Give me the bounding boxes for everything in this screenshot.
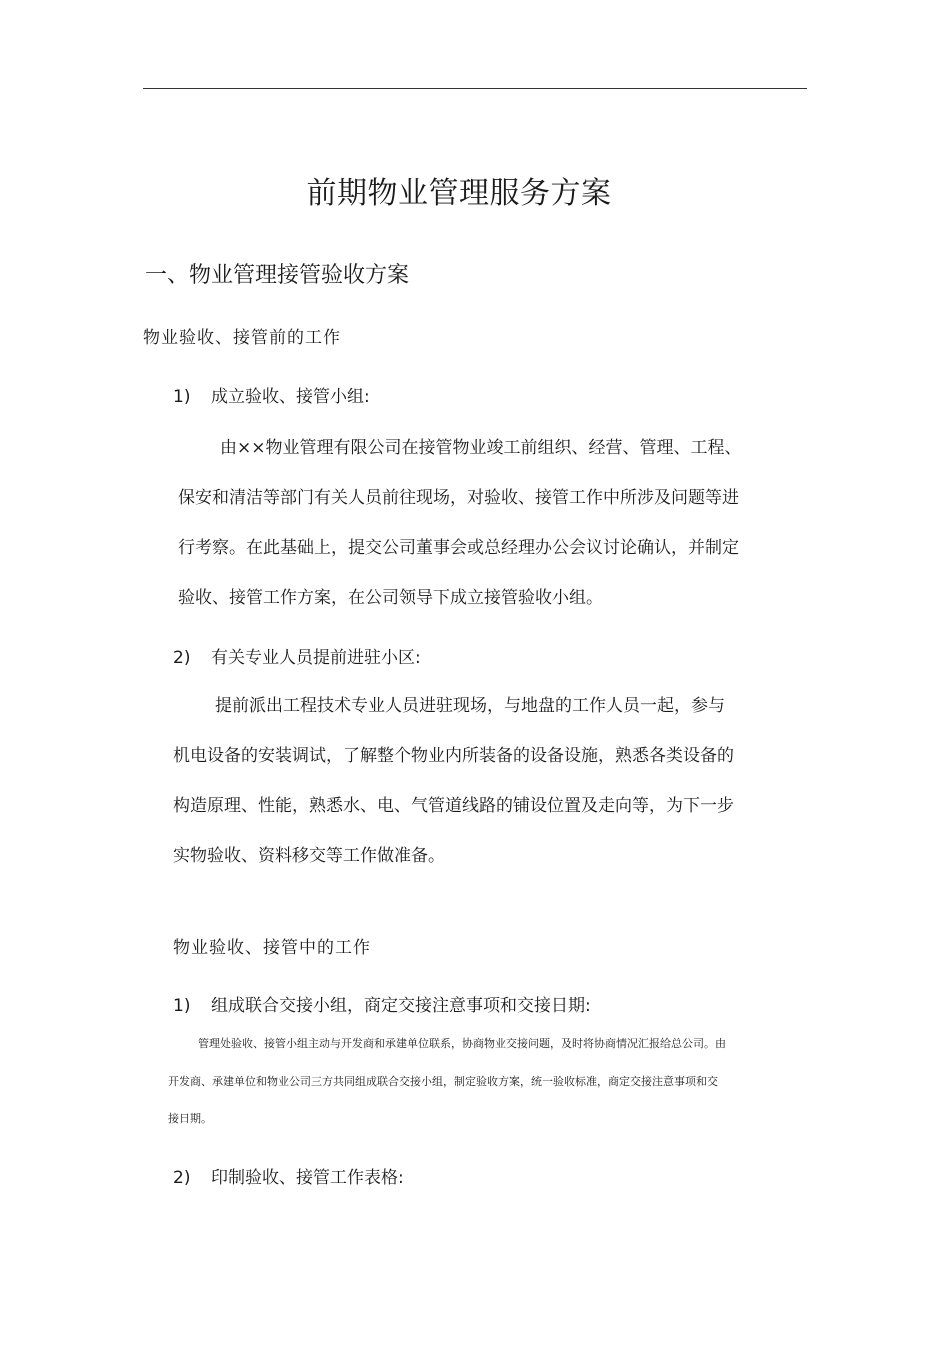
list-item-label: 组成联合交接小组，商定交接注意事项和交接日期: (211, 996, 591, 1016)
paragraph-line: 接日期。 (168, 1112, 212, 1125)
list-item-number: 2) (173, 648, 191, 668)
list-item-number: 2) (173, 1168, 191, 1188)
subsection-heading: 物业验收、接管前的工作 (143, 328, 341, 348)
list-item-number: 1) (173, 387, 191, 407)
document-title: 前期物业管理服务方案 (306, 176, 612, 211)
list-item-number: 1) (173, 996, 191, 1016)
paragraph-line: 验收、接管工作方案，在公司领导下成立接管验收小组。 (178, 588, 603, 608)
header-rule (143, 88, 807, 89)
paragraph-line: 实物验收、资料移交等工作做准备。 (173, 846, 445, 866)
section-heading: 一、物业管理接管验收方案 (145, 263, 410, 288)
list-item-label: 有关专业人员提前进驻小区: (211, 648, 421, 668)
list-item (173, 1163, 404, 1188)
paragraph-line: 由××物业管理有限公司在接管物业竣工前组织、经营、管理、工程、 (220, 438, 742, 458)
paragraph-line: 行考察。在此基础上，提交公司董事会或总经理办公会议讨论确认，并制定 (178, 538, 739, 558)
list-item (173, 991, 591, 1016)
list-item-label: 成立验收、接管小组: (211, 387, 370, 407)
paragraph-line: 构造原理、性能，熟悉水、电、气管道线路的铺设位置及走向等，为下一步 (173, 796, 734, 816)
subsection-heading: 物业验收、接管中的工作 (173, 938, 371, 958)
list-item-label: 印制验收、接管工作表格: (211, 1168, 404, 1188)
paragraph-line: 机电设备的安装调试，了解整个物业内所装备的设备设施，熟悉各类设备的 (173, 746, 734, 766)
list-item (173, 382, 370, 407)
paragraph-line: 保安和清洁等部门有关人员前往现场，对验收、接管工作中所涉及问题等进 (178, 488, 739, 508)
list-item (173, 643, 421, 668)
paragraph-line: 管理处验收、接管小组主动与开发商和承建单位联系，协商物业交接问题，及时将协商情况汇报给总公司。由 (198, 1037, 726, 1050)
paragraph-line: 提前派出工程技术专业人员进驻现场，与地盘的工作人员一起，参与 (215, 696, 725, 716)
paragraph-line: 开发商、承建单位和物业公司三方共同组成联合交接小组，制定验收方案，统一验收标准，商定交接注意事项和交 (168, 1075, 718, 1088)
